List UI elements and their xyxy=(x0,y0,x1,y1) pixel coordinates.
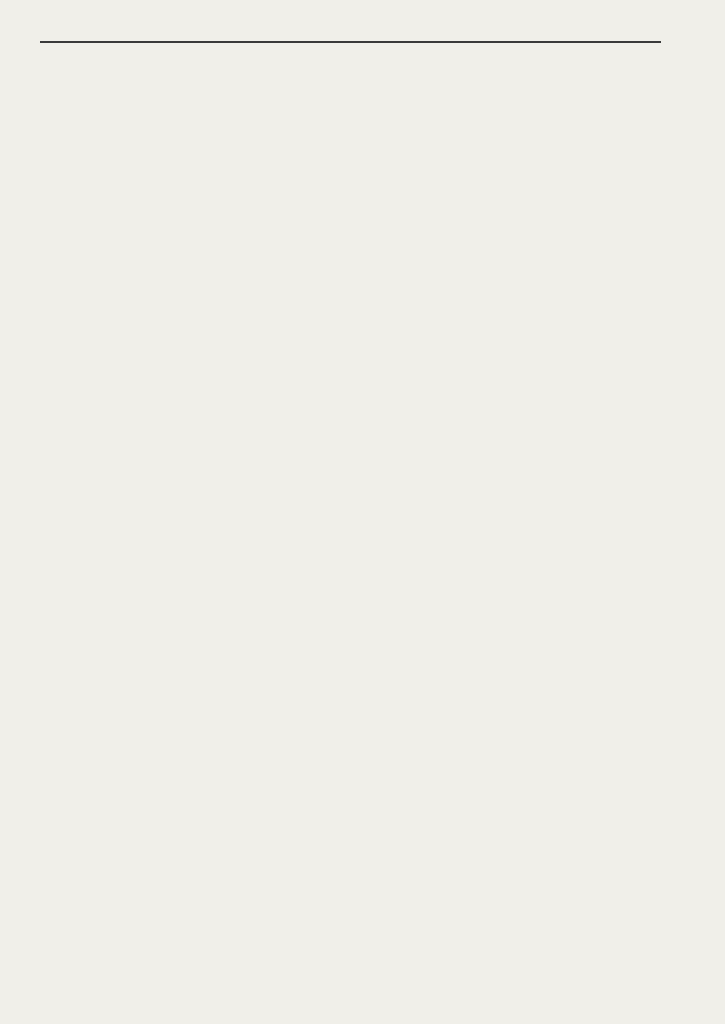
personnel-roster-table xyxy=(40,41,661,43)
